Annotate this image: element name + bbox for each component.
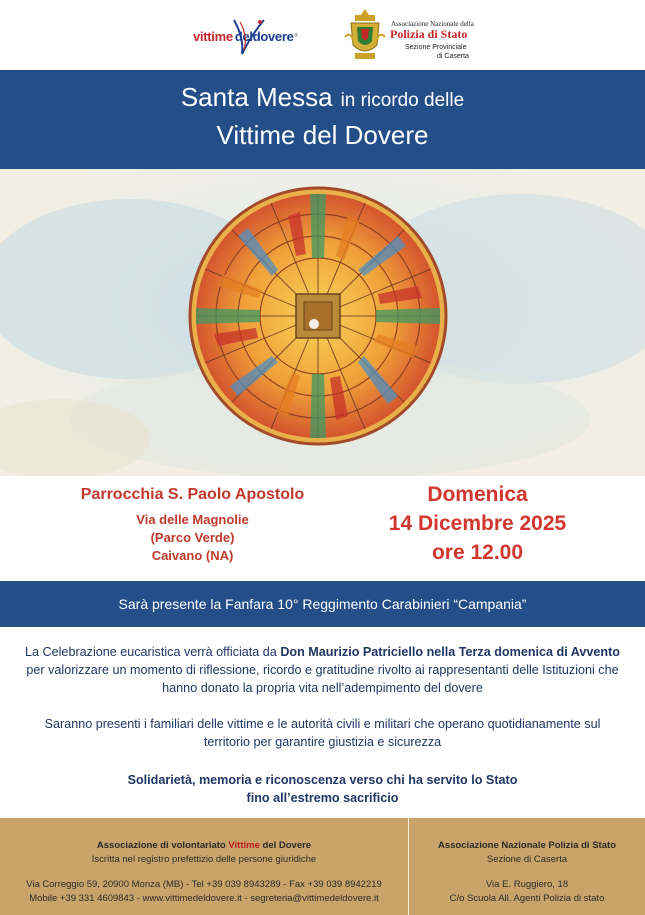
address-line-1: Via delle Magnolie — [136, 512, 249, 527]
title-in-ricordo: in ricordo delle — [340, 90, 465, 111]
celebration-text-a: La Celebrazione eucaristica verrà officiata da — [25, 645, 281, 659]
motto-line-1: Solidarietà, memoria e riconoscenza verso chi ha servito lo Stato — [127, 773, 518, 787]
footer-right-title: Associazione Nazionale Polizia di Stato — [438, 840, 616, 851]
event-day: Domenica — [427, 483, 528, 506]
trademark-mark: ® — [294, 33, 299, 39]
footer-left-title — [0, 840, 408, 851]
footer — [0, 818, 645, 915]
footer-right-subtitle: Sezione di Caserta — [486, 854, 568, 865]
vittime-del-dovere-logo — [193, 18, 298, 54]
footer-right-address: Via E. Ruggiero, 18 — [485, 879, 569, 890]
attendees-paragraph: Saranno presenti i familiari delle vittime e le autorità civili e militari che operano quotidianamente sul territorio per garantire giustizia e sicurezza — [44, 717, 601, 749]
celebration-text-b: per valorizzare un momento di riflessione, ricordo e gratitudine rivolto ai rappresentanti delle Istituzioni che hanno donato la propria vita nell’adempimento del dovere — [26, 663, 619, 695]
fanfara-banner: Sarà presente la Fanfara 10° Reggimento Carabinieri “Campania” — [0, 581, 645, 627]
logo-swoosh-icon — [230, 16, 266, 56]
footer-left-contact: Mobile +39 331 4609843 - www.vittimedeldovere.it - segreteria@vittimedeldovere.it — [29, 893, 379, 904]
title-vittime-del-dovere: Vittime del Dovere — [216, 120, 429, 150]
title-santa-messa: Santa Messa — [180, 82, 333, 112]
event-info — [0, 476, 645, 581]
celebration-paragraph — [20, 643, 625, 697]
title-band — [0, 70, 645, 169]
title-line-1 — [0, 82, 645, 113]
ps-logo-line4: di Caserta — [437, 53, 469, 60]
footer-left-title-red: Vittime — [228, 840, 260, 851]
rose-window-illustration — [0, 169, 645, 476]
footer-right-place: C/o Scuola All. Agenti Polizia di stato — [449, 893, 605, 904]
logo-text-deldovere: deldovere — [234, 28, 294, 44]
ps-logo-line1: Associazione Nazionale della — [391, 20, 474, 28]
event-date: 14 Dicembre 2025 — [388, 512, 567, 535]
motto-line-2: fino all’estremo sacrificio — [246, 791, 399, 805]
footer-left-subtitle: Iscritta nel registro prefettizio delle persone giuridiche — [91, 854, 317, 865]
footer-left-title-pre: Associazione di volontariato — [96, 840, 229, 851]
motto-paragraph — [20, 771, 625, 807]
header-logos — [0, 0, 645, 70]
rose-window-painting — [0, 169, 645, 476]
address-line-2: (Parco Verde) — [150, 530, 235, 545]
church-name: Parrocchia S. Paolo Apostolo — [80, 486, 305, 503]
polizia-di-stato-logo — [343, 7, 493, 65]
logo-text-vittime: vittime — [193, 28, 233, 44]
footer-left-title-post: del Dovere — [259, 840, 312, 851]
celebration-officiant: Don Maurizio Patriciello nella Terza domenica di Avvento — [280, 645, 620, 659]
footer-left-address: Via Correggio 59, 20900 Monza (MB) - Tel +39 039 8943289 - Fax +39 039 8942219 — [26, 879, 382, 890]
ps-logo-line3: Sezione Provinciale — [405, 44, 467, 51]
ps-logo-line2: Polizia di Stato — [390, 27, 468, 41]
event-time: ore 12.00 — [431, 541, 524, 564]
address-line-3: Caivano (NA) — [151, 548, 234, 563]
police-emblem-icon — [343, 7, 387, 63]
